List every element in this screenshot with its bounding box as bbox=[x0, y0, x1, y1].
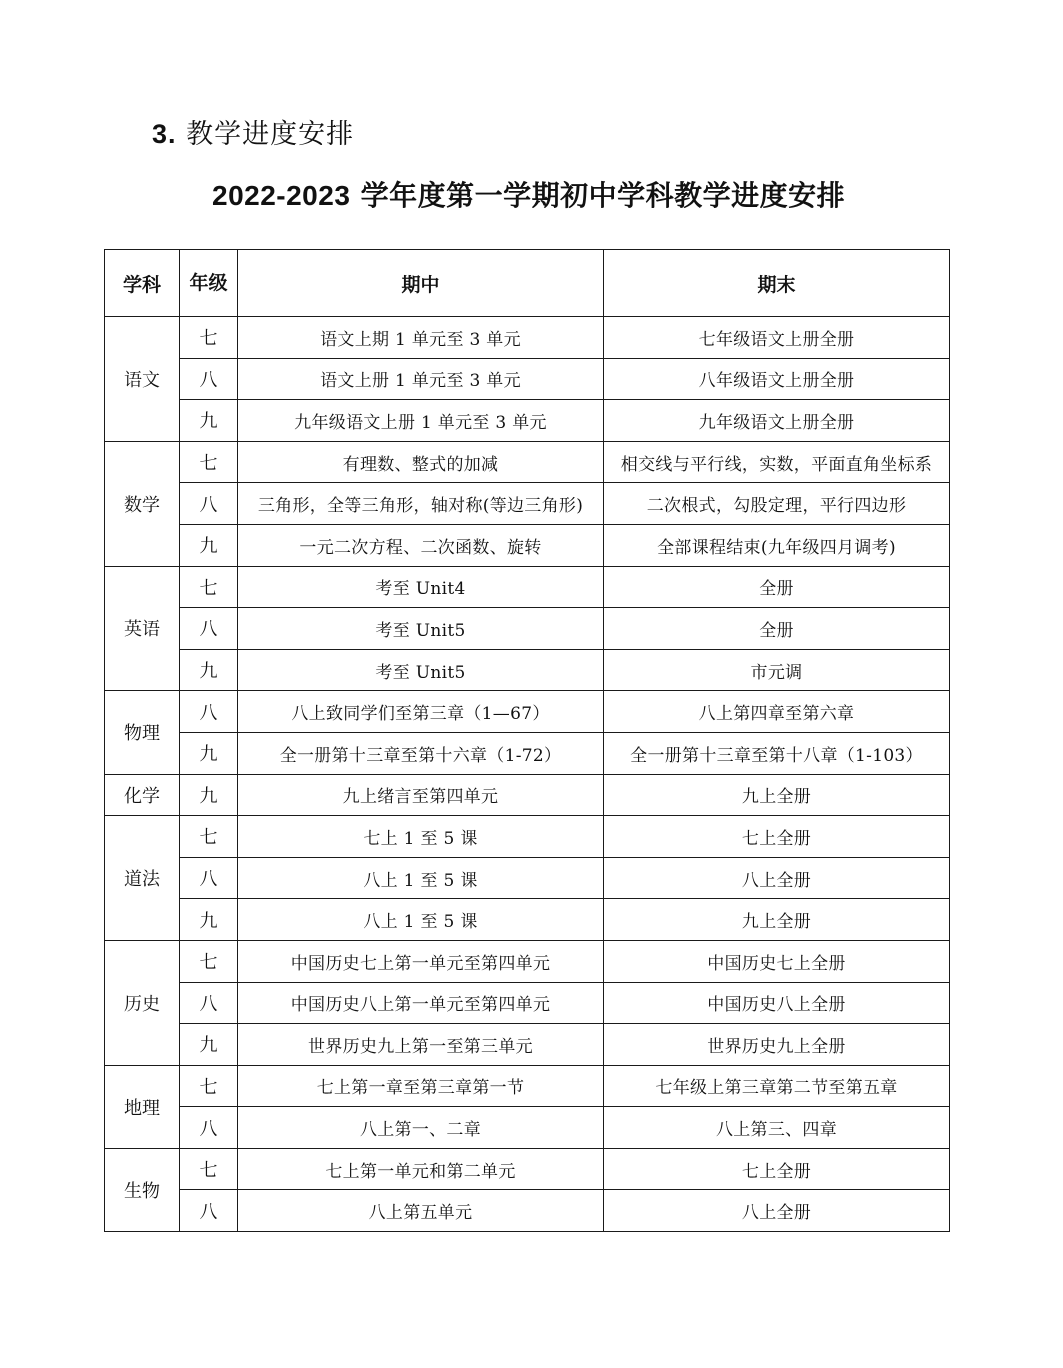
mid-cell: 考至 Unit5 bbox=[238, 608, 604, 650]
table-row bbox=[105, 1065, 950, 1107]
table-row bbox=[105, 608, 950, 650]
grade-cell: 七 bbox=[180, 1065, 238, 1107]
table-row bbox=[105, 358, 950, 400]
section-number: 3. bbox=[152, 119, 177, 149]
mid-cell: 八上第五单元 bbox=[238, 1190, 604, 1232]
mid-cell: 语文上期 1 单元至 3 单元 bbox=[238, 317, 604, 359]
final-cell: 九年级语文上册全册 bbox=[604, 400, 950, 442]
grade-cell: 九 bbox=[180, 899, 238, 941]
final-cell: 全册 bbox=[604, 608, 950, 650]
mid-cell: 九上绪言至第四单元 bbox=[238, 774, 604, 816]
final-cell: 中国历史八上全册 bbox=[604, 982, 950, 1024]
table-row bbox=[105, 566, 950, 608]
schedule-table bbox=[104, 249, 950, 1232]
grade-cell: 八 bbox=[180, 358, 238, 400]
final-cell: 七年级语文上册全册 bbox=[604, 317, 950, 359]
section-heading bbox=[152, 112, 354, 151]
grade-cell: 八 bbox=[180, 982, 238, 1024]
mid-cell: 八上 1 至 5 课 bbox=[238, 857, 604, 899]
grade-cell: 九 bbox=[180, 732, 238, 774]
grade-cell: 八 bbox=[180, 483, 238, 525]
table-row bbox=[105, 524, 950, 566]
final-cell: 市元调 bbox=[604, 649, 950, 691]
mid-cell: 中国历史八上第一单元至第四单元 bbox=[238, 982, 604, 1024]
mid-cell: 七上 1 至 5 课 bbox=[238, 816, 604, 858]
final-cell: 中国历史七上全册 bbox=[604, 940, 950, 982]
header-subject: 学科 bbox=[105, 250, 180, 317]
subject-cell: 物理 bbox=[105, 691, 180, 774]
table-row bbox=[105, 691, 950, 733]
mid-cell: 八上致同学们至第三章（1—67） bbox=[238, 691, 604, 733]
table-row bbox=[105, 774, 950, 816]
grade-cell: 七 bbox=[180, 566, 238, 608]
grade-cell: 九 bbox=[180, 524, 238, 566]
table-row bbox=[105, 982, 950, 1024]
final-cell: 二次根式，勾股定理，平行四边形 bbox=[604, 483, 950, 525]
final-cell: 八上全册 bbox=[604, 1190, 950, 1232]
grade-cell: 八 bbox=[180, 1107, 238, 1149]
mid-cell: 语文上册 1 单元至 3 单元 bbox=[238, 358, 604, 400]
table-row bbox=[105, 317, 950, 359]
mid-cell: 一元二次方程、二次函数、旋转 bbox=[238, 524, 604, 566]
table-row bbox=[105, 1148, 950, 1190]
final-cell: 全册 bbox=[604, 566, 950, 608]
mid-cell: 七上第一单元和第二单元 bbox=[238, 1148, 604, 1190]
mid-cell: 七上第一章至第三章第一节 bbox=[238, 1065, 604, 1107]
grade-cell: 九 bbox=[180, 400, 238, 442]
grade-cell: 七 bbox=[180, 441, 238, 483]
final-cell: 八上全册 bbox=[604, 857, 950, 899]
final-cell: 七上全册 bbox=[604, 1148, 950, 1190]
grade-cell: 七 bbox=[180, 940, 238, 982]
grade-cell: 八 bbox=[180, 691, 238, 733]
final-cell: 九上全册 bbox=[604, 899, 950, 941]
table-row bbox=[105, 441, 950, 483]
table-row bbox=[105, 1107, 950, 1149]
final-cell: 世界历史九上全册 bbox=[604, 1024, 950, 1066]
table-body bbox=[105, 317, 950, 1232]
subject-cell: 语文 bbox=[105, 317, 180, 442]
subject-cell: 数学 bbox=[105, 441, 180, 566]
mid-cell: 中国历史七上第一单元至第四单元 bbox=[238, 940, 604, 982]
subject-cell: 英语 bbox=[105, 566, 180, 691]
mid-cell: 八上第一、二章 bbox=[238, 1107, 604, 1149]
final-cell: 全一册第十三章至第十八章（1-103） bbox=[604, 732, 950, 774]
final-cell: 全部课程结束(九年级四月调考) bbox=[604, 524, 950, 566]
mid-cell: 世界历史九上第一至第三单元 bbox=[238, 1024, 604, 1066]
grade-cell: 八 bbox=[180, 608, 238, 650]
grade-cell: 七 bbox=[180, 317, 238, 359]
table-row bbox=[105, 1024, 950, 1066]
mid-cell: 考至 Unit4 bbox=[238, 566, 604, 608]
final-cell: 八上第三、四章 bbox=[604, 1107, 950, 1149]
subject-cell: 生物 bbox=[105, 1148, 180, 1231]
final-cell: 九上全册 bbox=[604, 774, 950, 816]
grade-cell: 七 bbox=[180, 1148, 238, 1190]
header-midterm: 期中 bbox=[238, 250, 604, 317]
subject-cell: 地理 bbox=[105, 1065, 180, 1148]
table-row bbox=[105, 816, 950, 858]
mid-cell: 三角形，全等三角形，轴对称(等边三角形) bbox=[238, 483, 604, 525]
mid-cell: 八上 1 至 5 课 bbox=[238, 899, 604, 941]
grade-cell: 七 bbox=[180, 816, 238, 858]
table-row bbox=[105, 483, 950, 525]
subject-cell: 道法 bbox=[105, 816, 180, 941]
final-cell: 七年级上第三章第二节至第五章 bbox=[604, 1065, 950, 1107]
grade-cell: 九 bbox=[180, 774, 238, 816]
mid-cell: 全一册第十三章至第十六章（1-72） bbox=[238, 732, 604, 774]
final-cell: 八上第四章至第六章 bbox=[604, 691, 950, 733]
document-title-text: 学年度第一学期初中学科教学进度安排 bbox=[360, 179, 846, 212]
grade-cell: 八 bbox=[180, 1190, 238, 1232]
table-row bbox=[105, 940, 950, 982]
subject-cell: 化学 bbox=[105, 774, 180, 816]
subject-cell: 历史 bbox=[105, 940, 180, 1065]
mid-cell: 九年级语文上册 1 单元至 3 单元 bbox=[238, 400, 604, 442]
table-header bbox=[105, 250, 950, 317]
header-grade: 年级 bbox=[180, 250, 238, 317]
grade-cell: 九 bbox=[180, 1024, 238, 1066]
grade-cell: 九 bbox=[180, 649, 238, 691]
table-row bbox=[105, 400, 950, 442]
document-title bbox=[212, 174, 845, 214]
document-year: 2022-2023 bbox=[212, 180, 351, 211]
table-row bbox=[105, 857, 950, 899]
table-row bbox=[105, 649, 950, 691]
final-cell: 七上全册 bbox=[604, 816, 950, 858]
grade-cell: 八 bbox=[180, 857, 238, 899]
mid-cell: 考至 Unit5 bbox=[238, 649, 604, 691]
table-row bbox=[105, 1190, 950, 1232]
header-final: 期末 bbox=[604, 250, 950, 317]
final-cell: 相交线与平行线，实数，平面直角坐标系 bbox=[604, 441, 950, 483]
table-row bbox=[105, 732, 950, 774]
header-row bbox=[105, 250, 950, 317]
final-cell: 八年级语文上册全册 bbox=[604, 358, 950, 400]
table-row bbox=[105, 899, 950, 941]
mid-cell: 有理数、整式的加减 bbox=[238, 441, 604, 483]
section-title: 教学进度安排 bbox=[186, 119, 355, 150]
